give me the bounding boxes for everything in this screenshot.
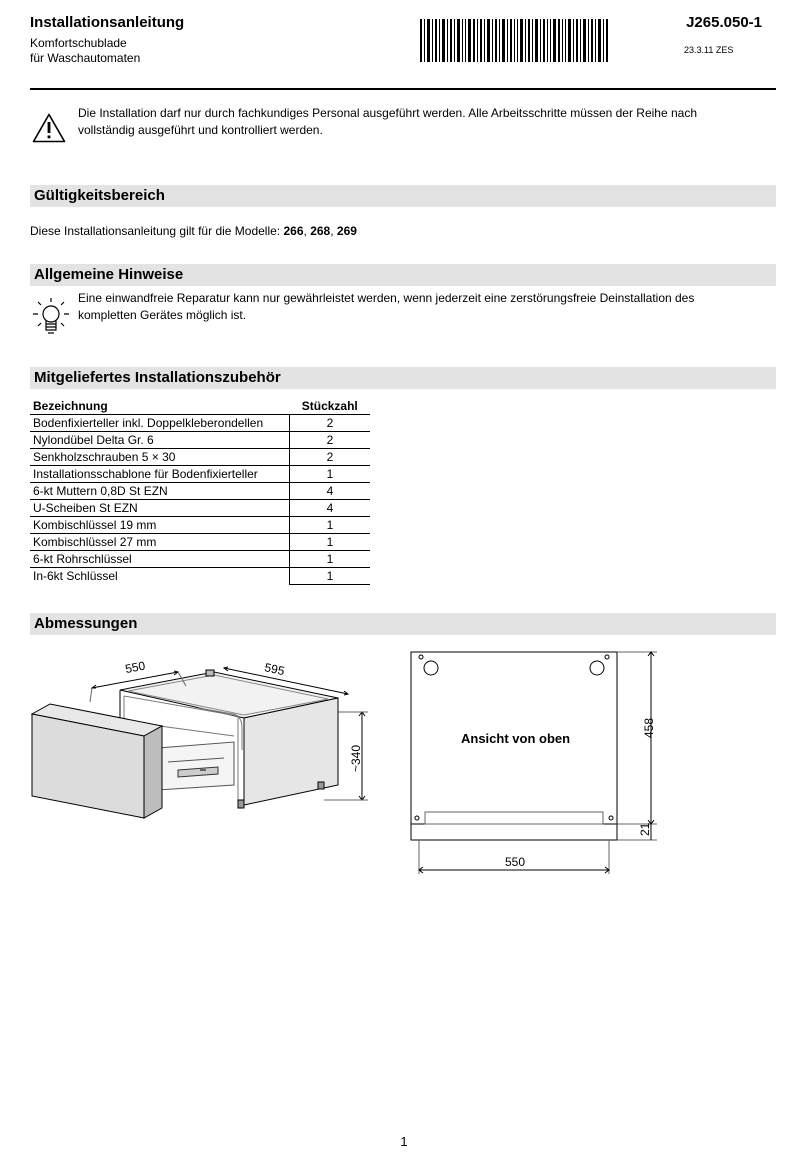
row-qty: 1 xyxy=(290,568,371,585)
warning-text-line1: Die Installation darf nur durch fachkundiges Personal ausgeführt werden. Alle Arbeitsschritte müssen der Reihe nach xyxy=(78,106,698,120)
doc-number: J265.050-1 xyxy=(686,14,762,31)
model-sep-2: , xyxy=(330,224,337,238)
iso-depth-label: 550 xyxy=(124,658,147,677)
row-name: U-Scheiben St EZN xyxy=(30,500,290,517)
row-name: Kombischlüssel 27 mm xyxy=(30,534,290,551)
warning-triangle-icon xyxy=(32,113,66,143)
top-view-label: Ansicht von oben xyxy=(461,731,571,746)
row-name: 6-kt Muttern 0,8D St EZN xyxy=(30,483,290,500)
lightbulb-icon xyxy=(30,296,72,340)
top-view-drawing xyxy=(405,646,665,878)
scope-text-prefix: Diese Installationsanleitung gilt für die Modelle: xyxy=(30,224,284,238)
isometric-drawing xyxy=(28,650,373,825)
section-heading-accessories: Mitgeliefertes Installationszubehör xyxy=(30,367,776,389)
row-name: Installationsschablone für Bodenfixierteller xyxy=(30,466,290,483)
scope-text xyxy=(30,223,357,240)
section-heading-dimensions: Abmessungen xyxy=(30,613,776,635)
row-qty: 4 xyxy=(290,483,371,500)
row-name: 6-kt Rohrschlüssel xyxy=(30,551,290,568)
model-269: 269 xyxy=(336,224,357,238)
table-header-row xyxy=(30,398,370,415)
table-row xyxy=(30,449,370,466)
warning-text-line2: vollständig ausgeführt und kontrolliert werden. xyxy=(78,123,323,137)
top-width-label: 550 xyxy=(505,855,526,869)
section-heading-general: Allgemeine Hinweise xyxy=(30,264,776,286)
table-row xyxy=(30,517,370,534)
table-row xyxy=(30,551,370,568)
row-qty: 1 xyxy=(290,551,371,568)
section-heading-scope: Gültigkeitsbereich xyxy=(30,185,776,207)
row-qty: 4 xyxy=(290,500,371,517)
table-row xyxy=(30,415,370,432)
row-name: In-6kt Schlüssel xyxy=(33,569,118,584)
top-depth-label: 458 xyxy=(642,717,656,738)
table-row xyxy=(30,568,370,585)
table-row xyxy=(30,483,370,500)
barcode xyxy=(420,19,608,62)
row-qty: 1 xyxy=(290,466,371,483)
row-qty: 2 xyxy=(290,432,371,449)
general-text-line2: kompletten Gerätes möglich ist. xyxy=(78,308,247,322)
row-qty: 2 xyxy=(290,415,371,432)
model-266: 266 xyxy=(283,224,304,238)
doc-date: 23.3.11 ZES xyxy=(684,45,734,55)
table-row xyxy=(30,432,370,449)
row-name: Senkholzschrauben 5 × 30 xyxy=(30,449,290,466)
iso-height-label: ~340 xyxy=(349,744,363,772)
model-sep-1: , xyxy=(303,224,311,238)
col-header-qty: Stückzahl xyxy=(290,398,371,415)
page-number: 1 xyxy=(400,1134,408,1149)
table-row xyxy=(30,534,370,551)
doc-title: Installationsanleitung xyxy=(30,14,185,31)
row-qty: 1 xyxy=(290,517,371,534)
table-row xyxy=(30,466,370,483)
accessories-table xyxy=(30,398,370,585)
doc-subtitle-line1: Komfortschublade xyxy=(30,36,127,50)
general-text-line1: Eine einwandfreie Reparatur kann nur gewährleistet werden, wenn jederzeit eine zerstörungsfreie Deinstallation des xyxy=(78,291,695,305)
row-name: Nylondübel Delta Gr. 6 xyxy=(30,432,290,449)
top-front-label: 21 xyxy=(638,822,652,836)
col-header-name: Bezeichnung xyxy=(30,398,290,415)
iso-width-label: 595 xyxy=(263,660,286,679)
row-name: Bodenfixierteller inkl. Doppelkleberondellen xyxy=(30,415,290,432)
doc-subtitle-line2: für Waschautomaten xyxy=(30,51,141,65)
header-rule xyxy=(30,88,776,90)
row-qty: 1 xyxy=(290,534,371,551)
model-268: 268 xyxy=(310,224,331,238)
row-qty: 2 xyxy=(290,449,371,466)
table-row xyxy=(30,500,370,517)
row-name: Kombischlüssel 19 mm xyxy=(30,517,290,534)
